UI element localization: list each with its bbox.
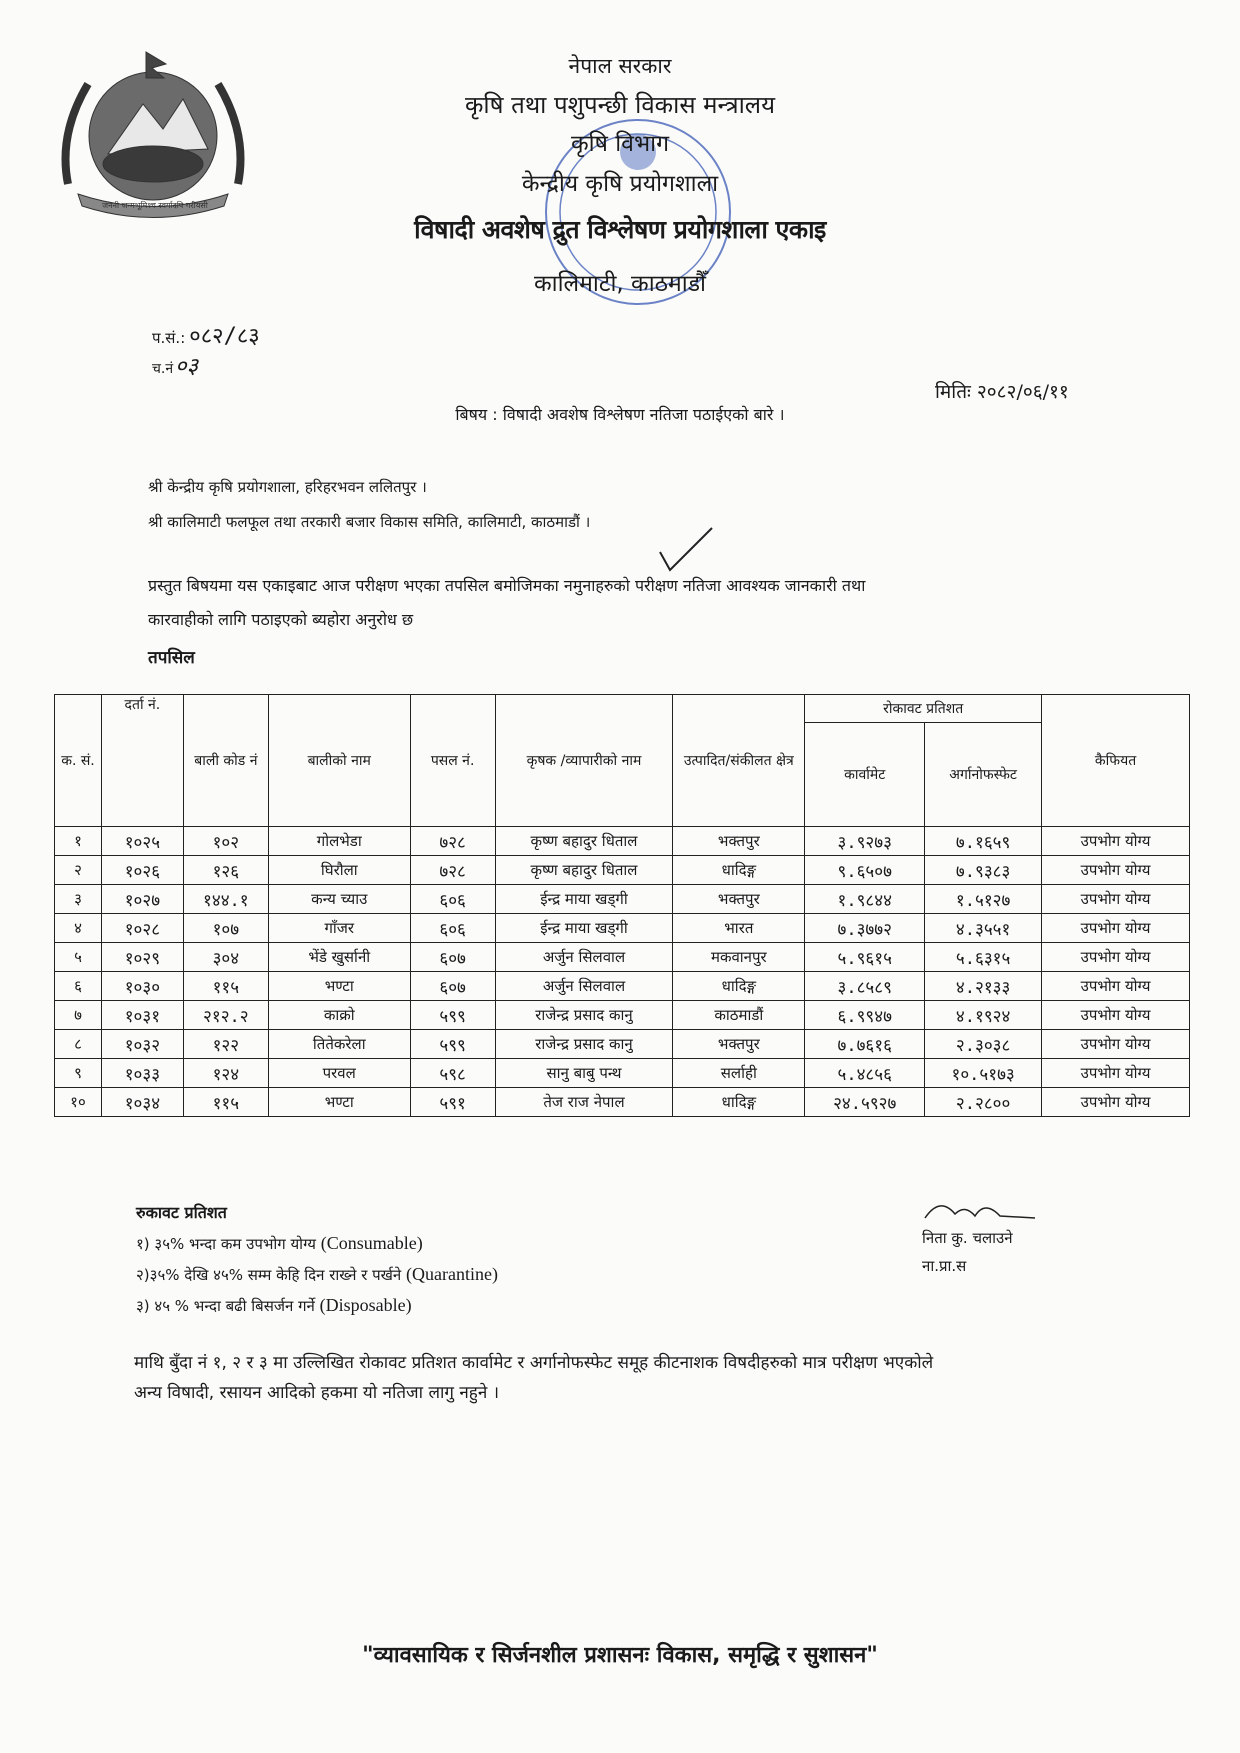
cell-farmer: तेज राज नेपाल: [495, 1088, 673, 1117]
cell-carbamate: ३.८५८९: [805, 972, 925, 1001]
header-remarks: कैफियत: [1042, 695, 1190, 827]
header-crop-code: बाली कोड नं: [183, 695, 268, 827]
cell-organophosphate: ७.९३८३: [925, 856, 1042, 885]
location-title: कालिमाटी, काठमाडौँ: [533, 271, 706, 297]
legend-item-1-text: १) ३५% भन्दा कम उपभोग योग्य: [136, 1235, 316, 1253]
table-row: [55, 1030, 1190, 1059]
cell-remarks: उपभोग योग्य: [1042, 1059, 1190, 1088]
reference-number: [152, 320, 260, 350]
cell-remarks: उपभोग योग्य: [1042, 972, 1190, 1001]
header-origin: उत्पादित/संकीलत क्षेत्र: [673, 695, 805, 827]
cell-reg-no: १०३२: [101, 1030, 183, 1059]
legend-item-2-text: २)३५% देखि ४५% सम्म केहि दिन राख्ने र पर्खने: [136, 1266, 402, 1284]
cell-sn: ३: [55, 885, 102, 914]
reference-label: प.सं.:: [152, 329, 186, 347]
header-farmer: कृषक /व्यापारीको नाम: [495, 695, 673, 827]
cell-reg-no: १०२५: [101, 827, 183, 856]
cell-carbamate: ९.६५०७: [805, 856, 925, 885]
cell-reg-no: १०२६: [101, 856, 183, 885]
cell-organophosphate: ४.२१३३: [925, 972, 1042, 1001]
table-row: [55, 885, 1190, 914]
legend-item-1-en: (Consumable): [320, 1233, 423, 1253]
cell-reg-no: १०३०: [101, 972, 183, 1001]
cell-origin: धादिङ्ग: [673, 972, 805, 1001]
department-title: कृषि विभाग: [570, 131, 670, 157]
cell-crop-code: ३०४: [183, 943, 268, 972]
legend-item-3-en: (Disposable): [319, 1295, 412, 1315]
body-text-line-2: कारवाहीको लागि पठाइएको ब्यहोरा अनुरोध छ: [148, 610, 414, 629]
dispatch-number: [152, 350, 198, 380]
cell-reg-no: १०२८: [101, 914, 183, 943]
header-carbamate: कार्वामेट: [805, 723, 925, 827]
cell-carbamate: २४.५९२७: [805, 1088, 925, 1117]
cell-crop-name: गाँजर: [268, 914, 410, 943]
signatory-title: ना.प्रा.स: [922, 1257, 967, 1275]
cell-crop-code: ११५: [183, 1088, 268, 1117]
cell-shop-no: ५९८: [410, 1059, 495, 1088]
schedule-heading: तपसिल: [148, 648, 195, 668]
emblem-motto: जननी जन्मभूमिश्च स्वर्गादपि गरीयसी: [102, 201, 208, 210]
note-line-2: अन्य विषादी, रसायन आदिको हकमा यो नतिजा लागु नहुने ।: [134, 1383, 500, 1403]
cell-origin: सर्लाही: [673, 1059, 805, 1088]
legend-item-1: [136, 1228, 498, 1259]
date-value: २०८२/०६/११: [976, 381, 1069, 403]
cell-shop-no: ५९९: [410, 1001, 495, 1030]
date-label: मितिः: [935, 381, 971, 403]
cell-organophosphate: ४.१९२४: [925, 1001, 1042, 1030]
cell-sn: ९: [55, 1059, 102, 1088]
cell-sn: १०: [55, 1088, 102, 1117]
cell-carbamate: ६.९९४७: [805, 1001, 925, 1030]
cell-origin: भक्तपुर: [673, 827, 805, 856]
government-title: नेपाल सरकार: [568, 54, 672, 78]
cell-shop-no: ६०७: [410, 943, 495, 972]
header-shop-no: पसल नं.: [410, 695, 495, 827]
cell-crop-code: २१२.२: [183, 1001, 268, 1030]
cell-crop-name: घिरौला: [268, 856, 410, 885]
header-reg-no: दर्ता नं.: [101, 695, 183, 827]
address-line-1: श्री केन्द्रीय कृषि प्रयोगशाला, हरिहरभवन ललितपुर ।: [148, 478, 427, 496]
cell-origin: भारत: [673, 914, 805, 943]
cell-farmer: कृष्ण बहादुर धिताल: [495, 856, 673, 885]
legend-item-3: [136, 1290, 498, 1321]
cell-remarks: उपभोग योग्य: [1042, 1030, 1190, 1059]
dispatch-value: ०३: [175, 354, 199, 379]
cell-sn: ८: [55, 1030, 102, 1059]
header-sn: क. सं.: [55, 695, 102, 827]
legend-item-2: [136, 1259, 498, 1290]
cell-crop-name: भण्टा: [268, 1088, 410, 1117]
cell-shop-no: ७२८: [410, 827, 495, 856]
cell-organophosphate: १०.५१७३: [925, 1059, 1042, 1088]
cell-crop-code: १४४.१: [183, 885, 268, 914]
table-row: [55, 1088, 1190, 1117]
cell-remarks: उपभोग योग्य: [1042, 856, 1190, 885]
cell-crop-name: काक्रो: [268, 1001, 410, 1030]
header-crop-name: बालीको नाम: [268, 695, 410, 827]
table-row: [55, 856, 1190, 885]
cell-organophosphate: २.२८००: [925, 1088, 1042, 1117]
cell-shop-no: ६०६: [410, 914, 495, 943]
cell-organophosphate: ५.६३१५: [925, 943, 1042, 972]
signatory: [922, 1196, 1013, 1280]
cell-reg-no: १०३४: [101, 1088, 183, 1117]
cell-shop-no: ६०६: [410, 885, 495, 914]
results-table: [54, 694, 1190, 1117]
cell-crop-name: भेंडे खुर्सानी: [268, 943, 410, 972]
address-line-2: श्री कालिमाटी फलफूल तथा तरकारी बजार विकास समिति, कालिमाटी, काठमाडौं ।: [148, 513, 591, 531]
header-organophosphate: अर्गानोफस्फेट: [925, 723, 1042, 827]
table-row: [55, 1001, 1190, 1030]
cell-carbamate: ७.३७७२: [805, 914, 925, 943]
legend-title: रुकावट प्रतिशत: [136, 1203, 227, 1222]
cell-crop-code: ११५: [183, 972, 268, 1001]
unit-title: विषादी अवशेष द्रुत विश्लेषण प्रयोगशाला एकाइ: [414, 215, 826, 244]
cell-crop-name: कन्य च्याउ: [268, 885, 410, 914]
cell-remarks: उपभोग योग्य: [1042, 1088, 1190, 1117]
cell-origin: भक्तपुर: [673, 885, 805, 914]
cell-farmer: अर्जुन सिलवाल: [495, 972, 673, 1001]
cell-remarks: उपभोग योग्य: [1042, 1001, 1190, 1030]
cell-sn: ४: [55, 914, 102, 943]
cell-shop-no: ५९९: [410, 1030, 495, 1059]
ministry-title: कृषि तथा पशुपन्छी विकास मन्त्रालय: [465, 91, 775, 119]
cell-crop-name: परवल: [268, 1059, 410, 1088]
cell-sn: ७: [55, 1001, 102, 1030]
table-row: [55, 827, 1190, 856]
cell-origin: मकवानपुर: [673, 943, 805, 972]
body-text-line-1: प्रस्तुत बिषयमा यस एकाइबाट आज परीक्षण भएका तपसिल बमोजिमका नमुनाहरुको परीक्षण नतिजा आवश्यक जानकारी तथा: [148, 576, 866, 595]
cell-carbamate: ५.४८५६: [805, 1059, 925, 1088]
cell-farmer: कृष्ण बहादुर धिताल: [495, 827, 673, 856]
letter-subject: बिषय : विषादी अवशेष विश्लेषण नतिजा पठाईएको बारे ।: [455, 405, 785, 424]
disclaimer-note: [134, 1348, 1134, 1408]
cell-origin: भक्तपुर: [673, 1030, 805, 1059]
footer-motto: "व्यावसायिक र सिर्जनशील प्रशासनः विकास, समृद्धि र सुशासन": [362, 1643, 878, 1668]
table-row: [55, 914, 1190, 943]
dispatch-label: च.नं: [152, 361, 174, 377]
legend: [136, 1198, 498, 1321]
cell-organophosphate: १.५१२७: [925, 885, 1042, 914]
cell-reg-no: १०२९: [101, 943, 183, 972]
laboratory-title: केन्द्रीय कृषि प्रयोगशाला: [521, 171, 719, 197]
cell-remarks: उपभोग योग्य: [1042, 827, 1190, 856]
cell-carbamate: ७.७६१६: [805, 1030, 925, 1059]
cell-carbamate: ३.९२७३: [805, 827, 925, 856]
table-row: [55, 1059, 1190, 1088]
checkmark-icon: [656, 524, 716, 574]
cell-shop-no: ६०७: [410, 972, 495, 1001]
cell-crop-name: तितेकरेला: [268, 1030, 410, 1059]
results-table-body: [55, 827, 1190, 1117]
cell-organophosphate: ४.३५५१: [925, 914, 1042, 943]
cell-crop-code: १२४: [183, 1059, 268, 1088]
cell-remarks: उपभोग योग्य: [1042, 943, 1190, 972]
table-row: [55, 943, 1190, 972]
cell-reg-no: १०३१: [101, 1001, 183, 1030]
cell-crop-code: १२२: [183, 1030, 268, 1059]
cell-organophosphate: ७.१६५९: [925, 827, 1042, 856]
cell-farmer: ईन्द्र माया खड्गी: [495, 914, 673, 943]
cell-farmer: राजेन्द्र प्रसाद कानु: [495, 1001, 673, 1030]
letter-date: [935, 378, 1069, 404]
note-line-1: माथि बुँदा नं १, २ र ३ मा उल्लिखित रोकावट प्रतिशत कार्वामेट र अर्गानोफस्फेट समूह कीटनाशक विषदीहरुको मात्र परीक्षण भएकोले: [134, 1353, 934, 1373]
cell-farmer: अर्जुन सिलवाल: [495, 943, 673, 972]
cell-remarks: उपभोग योग्य: [1042, 914, 1190, 943]
cell-crop-code: १०२: [183, 827, 268, 856]
cell-shop-no: ७२८: [410, 856, 495, 885]
cell-origin: काठमाडौं: [673, 1001, 805, 1030]
reference-value: ०८२/८३: [189, 324, 260, 349]
cell-farmer: ईन्द्र माया खड्गी: [495, 885, 673, 914]
cell-carbamate: ५.९६१५: [805, 943, 925, 972]
legend-item-2-en: (Quarantine): [406, 1264, 498, 1284]
cell-organophosphate: २.३०३८: [925, 1030, 1042, 1059]
cell-sn: २: [55, 856, 102, 885]
cell-sn: ५: [55, 943, 102, 972]
cell-reg-no: १०३३: [101, 1059, 183, 1088]
cell-sn: ६: [55, 972, 102, 1001]
cell-origin: धादिङ्ग: [673, 1088, 805, 1117]
cell-reg-no: १०२७: [101, 885, 183, 914]
cell-crop-name: भण्टा: [268, 972, 410, 1001]
cell-origin: धादिङ्ग: [673, 856, 805, 885]
cell-farmer: राजेन्द्र प्रसाद कानु: [495, 1030, 673, 1059]
cell-remarks: उपभोग योग्य: [1042, 885, 1190, 914]
header-inhibition: रोकावट प्रतिशत: [805, 695, 1042, 723]
cell-crop-code: १२६: [183, 856, 268, 885]
legend-item-3-text: ३) ४५ % भन्दा बढी बिसर्जन गर्ने: [136, 1297, 315, 1315]
cell-crop-name: गोलभेडा: [268, 827, 410, 856]
cell-shop-no: ५९१: [410, 1088, 495, 1117]
table-row: [55, 972, 1190, 1001]
cell-carbamate: १.९८४४: [805, 885, 925, 914]
cell-crop-code: १०७: [183, 914, 268, 943]
cell-farmer: सानु बाबु पन्थ: [495, 1059, 673, 1088]
cell-sn: १: [55, 827, 102, 856]
signatory-name: निता कु. चलाउने: [922, 1229, 1013, 1247]
